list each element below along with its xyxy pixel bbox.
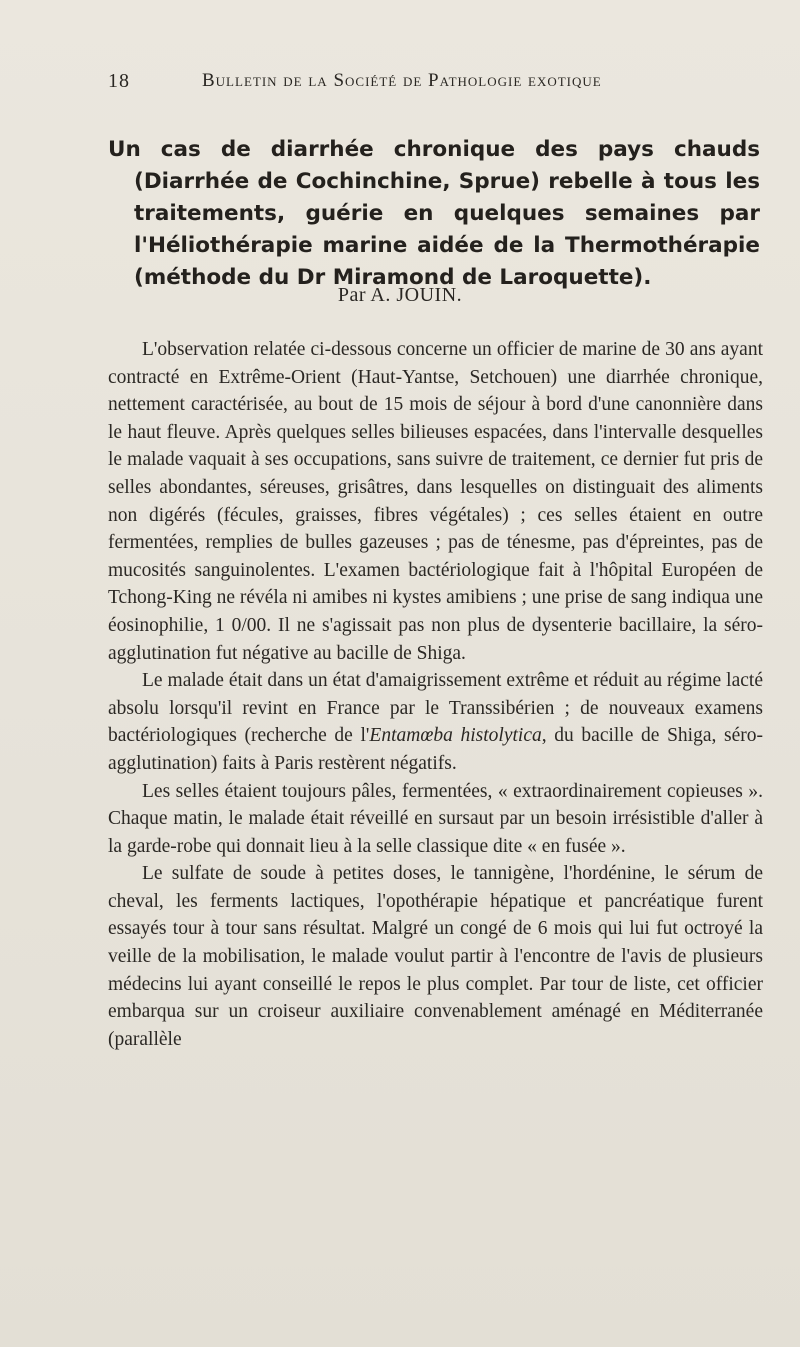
running-title: Bulletin de la Société de Pathologie exotique (202, 70, 602, 91)
species-name: Entamœba histolytica (369, 725, 542, 747)
paragraph-3: Les selles étaient toujours pâles, fermentées, « extraordinairement copieuses ». Chaque matin, le malade était réveillé en sursaut par un besoin irrésistible d'aller à la garde-robe qui donnait lieu à la selle classique dite « en fusée ». (108, 780, 763, 857)
running-header (108, 70, 768, 100)
paragraph-2-tail: , du bacille de Shiga, séro-agglutination) faits à Paris restèrent négatifs. (108, 725, 764, 774)
article-title-text: Un cas de diarrhée chronique des pays chauds (Diarrhée de Cochinchine, Sprue) rebelle à tous les traitements, guérie en quelques semaines par l'Héliothérapie marine aidée de la Thermothérapie (méthode du Dr Miramond de Laroquette). (108, 137, 760, 290)
article-body (108, 336, 763, 1053)
article-author: Par A. JOUIN. (337, 284, 463, 306)
paragraph-2 (108, 667, 763, 777)
paragraph-4: Le sulfate de soude à petites doses, le tannigène, l'hordénine, le sérum de cheval, les ferments lactiques, l'opothérapie hépatique et pancréatique furent essayés tour à tour sans résultat. Malgré un congé de 6 mois qui lui fut octroyé la veille de la mobilisation, le malade voulut partir à l'encontre de l'avis de plusieurs médecins lui ayant conseillé le repos le plus complet. Par tour de liste, cet officier embarqua sur un croiseur auxiliaire convenablement aménagé en Méditerranée (parallèle (108, 863, 763, 1050)
paragraph-1: L'observation relatée ci-dessous concerne un officier de marine de 30 ans ayant contracté en Extrême-Orient (Haut-Yantse, Setchouen) une diarrhée chronique, nettement caractérisée, au bout de 15 mois de séjour à bord d'une canonnière dans le haut fleuve. Après quelques selles bilieuses espacées, dans l'intervalle desquelles le malade vaquait à ses occupations, sans suivre de traitement, ce dernier fut pris de selles abondantes, séreuses, grisâtres, dans lesquelles on distinguait des aliments non digérés (fécules, graisses, fibres végétales) ; ces selles étaient en outre fermentées, remplies de bulles gazeuses ; pas de ténesme, pas d'épreintes, pas de mucosités sanguinolentes. L'examen bactériologique fait à l'hôpital Européen de Tchong-King ne révéla ni amibes ni kystes amibiens ; une prise de sang indiqua une éosinophilie, 1 0/00. Il ne s'agissait pas non plus de dysenterie bacillaire, la séro-agglutination fut négative au bacille de Shiga. (108, 339, 763, 664)
paragraph-2-head: Le malade était dans un état d'amaigrissement extrême et réduit au régime lacté absolu lorsqu'il revint en France par le Transsibérien ; de nouveaux examens bactériologiques (recherche de l' (108, 670, 763, 747)
page-number: 18 (108, 70, 130, 92)
article-title (108, 134, 760, 294)
